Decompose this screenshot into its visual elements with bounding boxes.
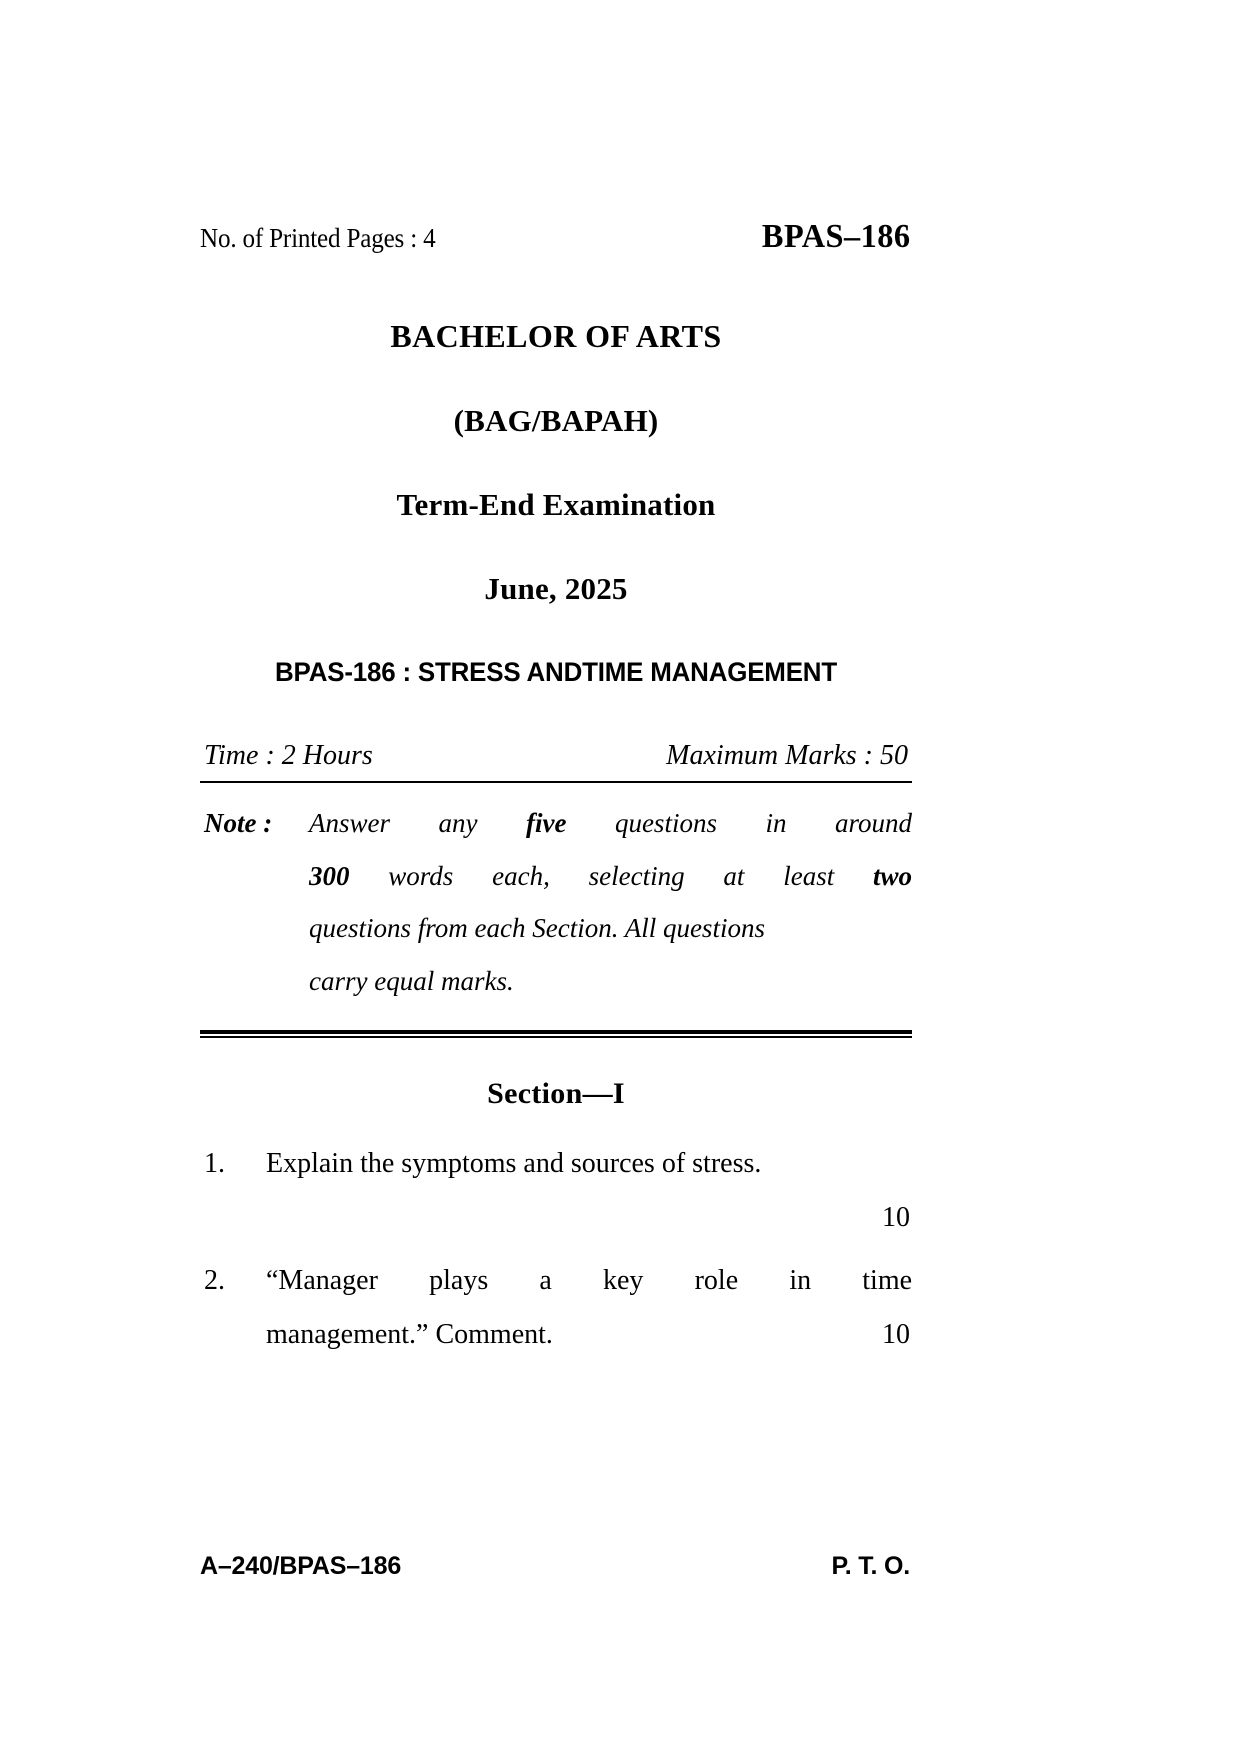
question-list bbox=[200, 1137, 912, 1363]
course-code-label: BPAS–186 bbox=[761, 218, 911, 255]
question-word: key bbox=[603, 1264, 644, 1296]
question-word: “Manager bbox=[266, 1264, 378, 1296]
note-word: least bbox=[783, 860, 835, 891]
time-allowed-label: Time : 2 Hours bbox=[204, 740, 373, 771]
note-line-3: questions from each Section. All questions bbox=[309, 913, 765, 944]
note-word: Answer bbox=[309, 808, 390, 838]
note-label: Note : bbox=[204, 808, 273, 838]
question-text: Explain the symptoms and sources of stress. bbox=[266, 1147, 762, 1179]
question-text-tail: management.” Comment. bbox=[266, 1319, 553, 1351]
question-number: 1. bbox=[204, 1147, 225, 1179]
note-word: words bbox=[388, 860, 454, 891]
question-text-block bbox=[266, 1254, 912, 1363]
program-heading: (BAG/BAPAH) bbox=[453, 403, 659, 438]
footer-pto-label: P. T. O. bbox=[831, 1552, 910, 1580]
examination-heading: Term-End Examination bbox=[396, 487, 716, 522]
note-word: in bbox=[765, 808, 787, 838]
question-word: plays bbox=[429, 1264, 489, 1296]
note-word: at bbox=[723, 860, 745, 891]
note-line-4: carry equal marks. bbox=[309, 965, 514, 996]
section-heading: Section—I bbox=[487, 1076, 625, 1110]
footer-paper-code: A–240/BPAS–186 bbox=[200, 1552, 402, 1580]
question-word: in bbox=[789, 1264, 812, 1296]
section-divider-double-rule bbox=[200, 1030, 912, 1037]
question-marks: 10 bbox=[882, 1202, 910, 1234]
question-marks: 10 bbox=[882, 1319, 910, 1351]
note-block bbox=[200, 797, 912, 1008]
printed-pages-label: No. of Printed Pages : 4 bbox=[200, 223, 436, 253]
question-item bbox=[200, 1137, 912, 1246]
note-line-1 bbox=[309, 797, 912, 850]
page-content bbox=[200, 150, 912, 1371]
meta-divider-rule bbox=[200, 781, 912, 783]
question-text-line-1 bbox=[266, 1254, 912, 1309]
question-word: a bbox=[539, 1264, 552, 1296]
note-word: any bbox=[438, 808, 478, 838]
note-body bbox=[309, 797, 912, 1008]
maximum-marks-label: Maximum Marks : 50 bbox=[666, 740, 908, 771]
question-number: 2. bbox=[204, 1264, 225, 1296]
question-word: role bbox=[694, 1264, 739, 1296]
page-footer bbox=[200, 1552, 912, 1581]
question-text-block bbox=[266, 1137, 912, 1246]
question-item bbox=[200, 1254, 912, 1363]
note-word: around bbox=[834, 808, 912, 838]
note-word: each, bbox=[492, 860, 550, 891]
degree-heading: BACHELOR OF ARTS bbox=[390, 318, 722, 354]
note-emphasis-300: 300 bbox=[309, 860, 350, 891]
note-word: questions bbox=[614, 808, 717, 838]
note-line-2 bbox=[309, 850, 912, 903]
note-emphasis-five: five bbox=[525, 808, 567, 838]
question-word: time bbox=[862, 1264, 913, 1296]
session-heading: June, 2025 bbox=[484, 571, 628, 606]
header-line bbox=[200, 218, 912, 256]
question-text-line-2 bbox=[266, 1308, 912, 1363]
note-word: selecting bbox=[588, 860, 685, 891]
subject-title-heading: BPAS-186 : STRESS ANDTIME MANAGEMENT bbox=[275, 657, 837, 687]
exam-meta-row bbox=[200, 740, 912, 772]
note-emphasis-two: two bbox=[873, 860, 913, 891]
